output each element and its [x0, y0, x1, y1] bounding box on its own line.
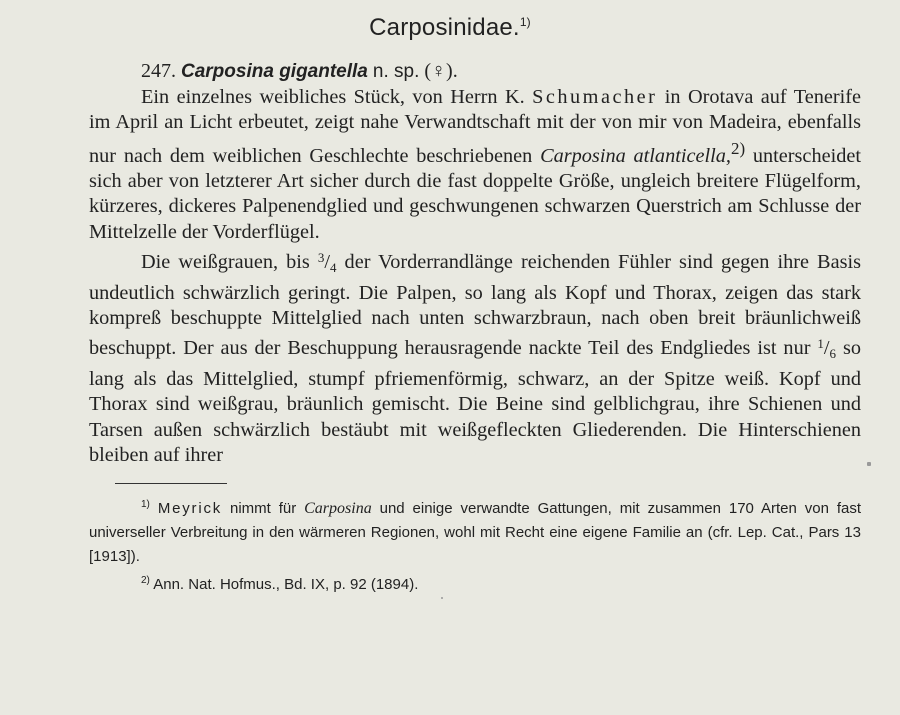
paper-speck	[441, 597, 443, 599]
species-name: Carposina gigantella	[181, 61, 368, 82]
footnote-1-text-b: und einige verwandte Gattungen, mit zusammen 170 Arten von fast universeller Verbreitung in den wärmeren Regionen, wohl mit Recht eine eigene Familie an (cfr. Lep. Cat., Pars 13 [1913]).	[89, 500, 861, 565]
entry-number: 247.	[141, 60, 176, 82]
para2-text-c: so lang als das Mittelglied, stumpf pfriemenförmig, schwarz, an der Spitze weiß. Kopf und Thorax sind weißgrau, bräunlich gemischt. Die Beine sind gelblichgrau, ihre Schienen und Tarsen außen schwärzlich bestäubt mit weißgefleckten Gliederenden. Die Hinterschienen bleiben auf ihrer	[89, 337, 861, 467]
paragraph-2	[89, 245, 861, 468]
paper-speck	[867, 462, 871, 466]
para1-text-a: Ein einzelnes weibliches Stück, von Herrn K.	[141, 86, 533, 108]
fraction-slash: /	[823, 337, 830, 360]
fraction-denominator: 4	[329, 260, 337, 276]
fraction-denominator: 6	[829, 346, 837, 362]
species-entry-title	[141, 60, 458, 83]
main-text	[89, 85, 861, 468]
species-status: n. sp.	[372, 61, 420, 82]
fraction-numerator: 1	[817, 336, 824, 352]
family-heading	[0, 14, 900, 42]
collector-name: Schumacher	[532, 86, 658, 108]
footnote-1-mark: 1)	[141, 499, 150, 510]
family-name: Carposinidae.	[369, 14, 520, 41]
footnote-ref-1: 1)	[519, 15, 531, 29]
footnote-ref-2: 2)	[730, 138, 746, 158]
footnote-1	[89, 493, 861, 569]
fraction-numerator: 3	[317, 250, 325, 266]
para2-text-b: der Vorderrandlänge reichenden Fühler sind gegen ihre Basis undeutlich schwärzlich geringt. Die Palpen, so lang als Kopf und Thorax, zeigen das stark kompreß beschuppte Mittelglied nach unten schwarzbraun, nach oben breit bräunlichweiß beschuppt. Der aus der Beschuppung herausragende nackte Teil des Endgliedes ist nur	[89, 251, 861, 360]
para2-text-a: Die weißgrauen, bis	[141, 251, 318, 274]
para1-text-b: in Orotava auf Tenerife im April an Licht erbeutet, zeigt nahe Verwandtschaft mit der von mir von Madeira, ebenfalls nur nach dem weiblichen Geschlechte beschriebenen	[89, 86, 861, 167]
fraction-slash: /	[324, 251, 330, 274]
sex-open: (	[424, 60, 432, 82]
para1-text-c: unterscheidet sich aber von letzterer Art sicher durch die fast doppelte Größe, ungleich breitere Flügelform, kürzeres, dickeres Palpenendglied und geschwungenen schwarzen Querstrich am Schlusse der Mittelzelle der Vorderflügel.	[89, 144, 861, 243]
footnote-author: Meyrick	[157, 500, 223, 517]
footnote-2-text: Ann. Nat. Hofmus., Bd. IX, p. 92 (1894).	[149, 576, 419, 593]
footnote-2-mark: 2)	[141, 575, 150, 586]
sex-close: ).	[446, 60, 458, 82]
footnote-2	[89, 569, 861, 597]
species-reference: Carposina atlanticella,	[540, 144, 731, 167]
footnote-1-text-a: nimmt für	[222, 500, 305, 517]
footnote-genus: Carposina	[304, 500, 372, 517]
footnotes	[89, 493, 861, 597]
footnote-divider	[115, 483, 227, 484]
paragraph-1	[89, 85, 861, 245]
female-symbol-icon: ♀	[431, 60, 447, 82]
